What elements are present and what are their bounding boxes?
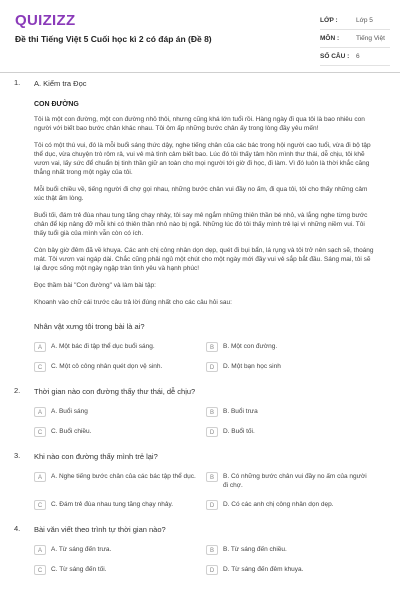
option-text: C. Từ sáng đến tối.: [51, 566, 107, 573]
option-letter: A: [34, 407, 46, 417]
option-d[interactable]: [206, 427, 378, 437]
question-number: 3.: [14, 451, 21, 460]
question-text: Khi nào con đường thấy mình trẻ lại?: [34, 452, 158, 461]
option-b[interactable]: [206, 545, 378, 555]
options-list: [34, 342, 378, 382]
section-title: A. Kiểm tra Đọc: [34, 79, 87, 88]
question-number: 1.: [14, 78, 21, 87]
options-list: [34, 472, 378, 520]
meta-value: Lớp 5: [356, 17, 373, 24]
question-text: Nhân vật xưng tôi trong bài là ai?: [34, 322, 145, 331]
option-b[interactable]: [206, 472, 378, 490]
passage-paragraph: Tôi là một con đường, một con đường nhỏ thôi, nhưng cũng khá lớn tuổi rồi. Hàng ngày đi qua tôi là bao nhiêu con người với biết bao bước chân khác nhau. Tôi ôm ấp những bước chân ấy trong lòng đầy yêu mến!: [34, 116, 365, 132]
option-c[interactable]: [34, 362, 206, 372]
document-content: [0, 78, 400, 585]
option-a[interactable]: [34, 472, 206, 490]
option-letter: B: [206, 407, 218, 417]
option-letter: C: [34, 500, 46, 510]
option-letter: A: [34, 472, 46, 482]
question-text: Bài văn viết theo trình tự thời gian nào?: [34, 525, 166, 534]
option-a[interactable]: [34, 407, 206, 417]
option-letter: C: [34, 362, 46, 372]
meta-value: 6: [356, 53, 360, 60]
option-c[interactable]: [34, 427, 206, 437]
passage-paragraph: Tôi có một thú vui, đó là mỗi buổi sáng thức dậy, nghe tiếng chân của các bác trong hội người cao tuổi, vừa đi bộ tập thể dục, vừa chuyện trò rôm rả, vui vẻ mà tình cảm biết bao. Lúc đó tôi thấy tâm hồn mình thư thái, dễ chịu, tôi khẽ vươn vai, lấy sức để chuẩn bị tinh thần giữ an toàn cho mọi người tới giờ đi học, đi làm. Vì đó luôn là thời khắc căng thẳng nhất trong một ngày của tôi.: [34, 142, 371, 176]
option-text: A. Buổi sáng: [51, 408, 88, 415]
option-text: B. Một con đường.: [223, 343, 278, 350]
passage-title: CON ĐƯỜNG: [34, 101, 79, 108]
option-text: C. Một cô công nhân quét dọn vệ sinh.: [51, 363, 163, 370]
option-letter: B: [206, 342, 218, 352]
meta-key: SỐ CÂU :: [320, 53, 350, 60]
passage-paragraph: Mỗi buổi chiều về, tiếng người đi chợ gọi nhau, những bước chân vui đầy no ấm, đi qua tôi, tôi cho thấy những cảm xúc thật ấm lòng.: [34, 186, 368, 202]
options-list: [34, 545, 378, 585]
option-letter: D: [206, 427, 218, 437]
document-title: Đề thi Tiếng Việt 5 Cuối học kì 2 có đáp án (Đề 8): [15, 34, 212, 44]
option-text: D. Từ sáng đến đêm khuya.: [223, 566, 304, 573]
page-header: [0, 0, 400, 70]
option-text: C. Buổi chiều.: [51, 428, 92, 435]
options-list: [34, 407, 378, 447]
option-c[interactable]: [34, 565, 206, 575]
question-3: [0, 451, 400, 520]
option-text: B. Từ sáng đến chiều.: [223, 546, 287, 553]
option-letter: B: [206, 545, 218, 555]
passage-source: Đọc thầm bài "Con đường" và làm bài tập:: [34, 282, 156, 289]
option-letter: A: [34, 342, 46, 352]
question-number: 2.: [14, 386, 21, 395]
meta-row-grade: [320, 12, 390, 30]
option-c[interactable]: [34, 500, 206, 510]
passage-paragraph: Còn bây giờ đêm đã về khuya. Các anh chị công nhân dọn dẹp, quét đi bụi bẩn, lá rụng và tôi trở nên sạch sẽ, thoáng mát. Tôi vươn vai ngáp dài. Chắc cũng phải ngủ một chút cho một ngày mới đầy vui vẻ sắp bắt đầu. Sáng mai, tôi sẽ lại được sống một ngày ngập tràn tình yêu và hạnh phúc!: [34, 247, 374, 272]
option-letter: D: [206, 362, 218, 372]
quizizz-logo: QUIZIZZ: [15, 12, 76, 29]
instruction: Khoanh vào chữ cái trước câu trả lời đúng nhất cho các câu hỏi sau:: [34, 299, 232, 306]
option-letter: C: [34, 565, 46, 575]
meta-row-subject: [320, 30, 390, 48]
option-letter: A: [34, 545, 46, 555]
option-text: B. Buổi trưa: [223, 408, 258, 415]
meta-key: MÔN :: [320, 35, 340, 42]
meta-key: LỚP :: [320, 17, 338, 24]
option-text: A. Nghe tiếng bước chân của các bác tập thể dục.: [51, 473, 196, 480]
option-letter: D: [206, 565, 218, 575]
option-d[interactable]: [206, 500, 378, 510]
meta-table: [320, 12, 390, 66]
option-a[interactable]: [34, 545, 206, 555]
option-d[interactable]: [206, 362, 378, 372]
option-d[interactable]: [206, 565, 378, 575]
option-letter: B: [206, 472, 218, 482]
option-a[interactable]: [34, 342, 206, 352]
question-number: 4.: [14, 524, 21, 533]
option-text: D. Buổi tối.: [223, 428, 255, 435]
option-text: A. Từ sáng đến trưa.: [51, 546, 112, 553]
passage-paragraph: Buổi tối, đám trẻ đùa nhau tung tăng chạy nhảy, tôi say mê ngắm những thiên thần bé nhỏ, và lắng nghe từng bước chân để kịp nâng đỡ mỗi khi có thiên thần nhỏ nào bị ngã. Những lúc đó tôi thấy mình trẻ lại vì những niềm vui. Tôi thấy tuổi già của mình vẫn còn có ích.: [34, 212, 368, 237]
option-b[interactable]: [206, 407, 378, 417]
option-text: D. Một bạn học sinh: [223, 363, 281, 370]
option-text: B. Có những bước chân vui đầy no ấm của người đi chợ.: [223, 473, 367, 489]
option-letter: D: [206, 500, 218, 510]
option-text: C. Đám trẻ đùa nhau tung tăng chạy nhảy.: [51, 501, 174, 508]
question-4: [0, 524, 400, 585]
option-text: A. Một bác đi tập thể dục buổi sáng.: [51, 343, 155, 350]
header-divider: [0, 72, 400, 73]
question-2: [0, 386, 400, 447]
option-b[interactable]: [206, 342, 378, 352]
meta-row-count: [320, 48, 390, 66]
option-letter: C: [34, 427, 46, 437]
question-1: [0, 78, 400, 382]
option-text: D. Có các anh chị công nhân dọn dẹp.: [223, 501, 334, 508]
meta-value: Tiếng Việt: [356, 35, 385, 42]
question-text: Thời gian nào con đường thấy thư thái, dễ chịu?: [34, 387, 196, 396]
